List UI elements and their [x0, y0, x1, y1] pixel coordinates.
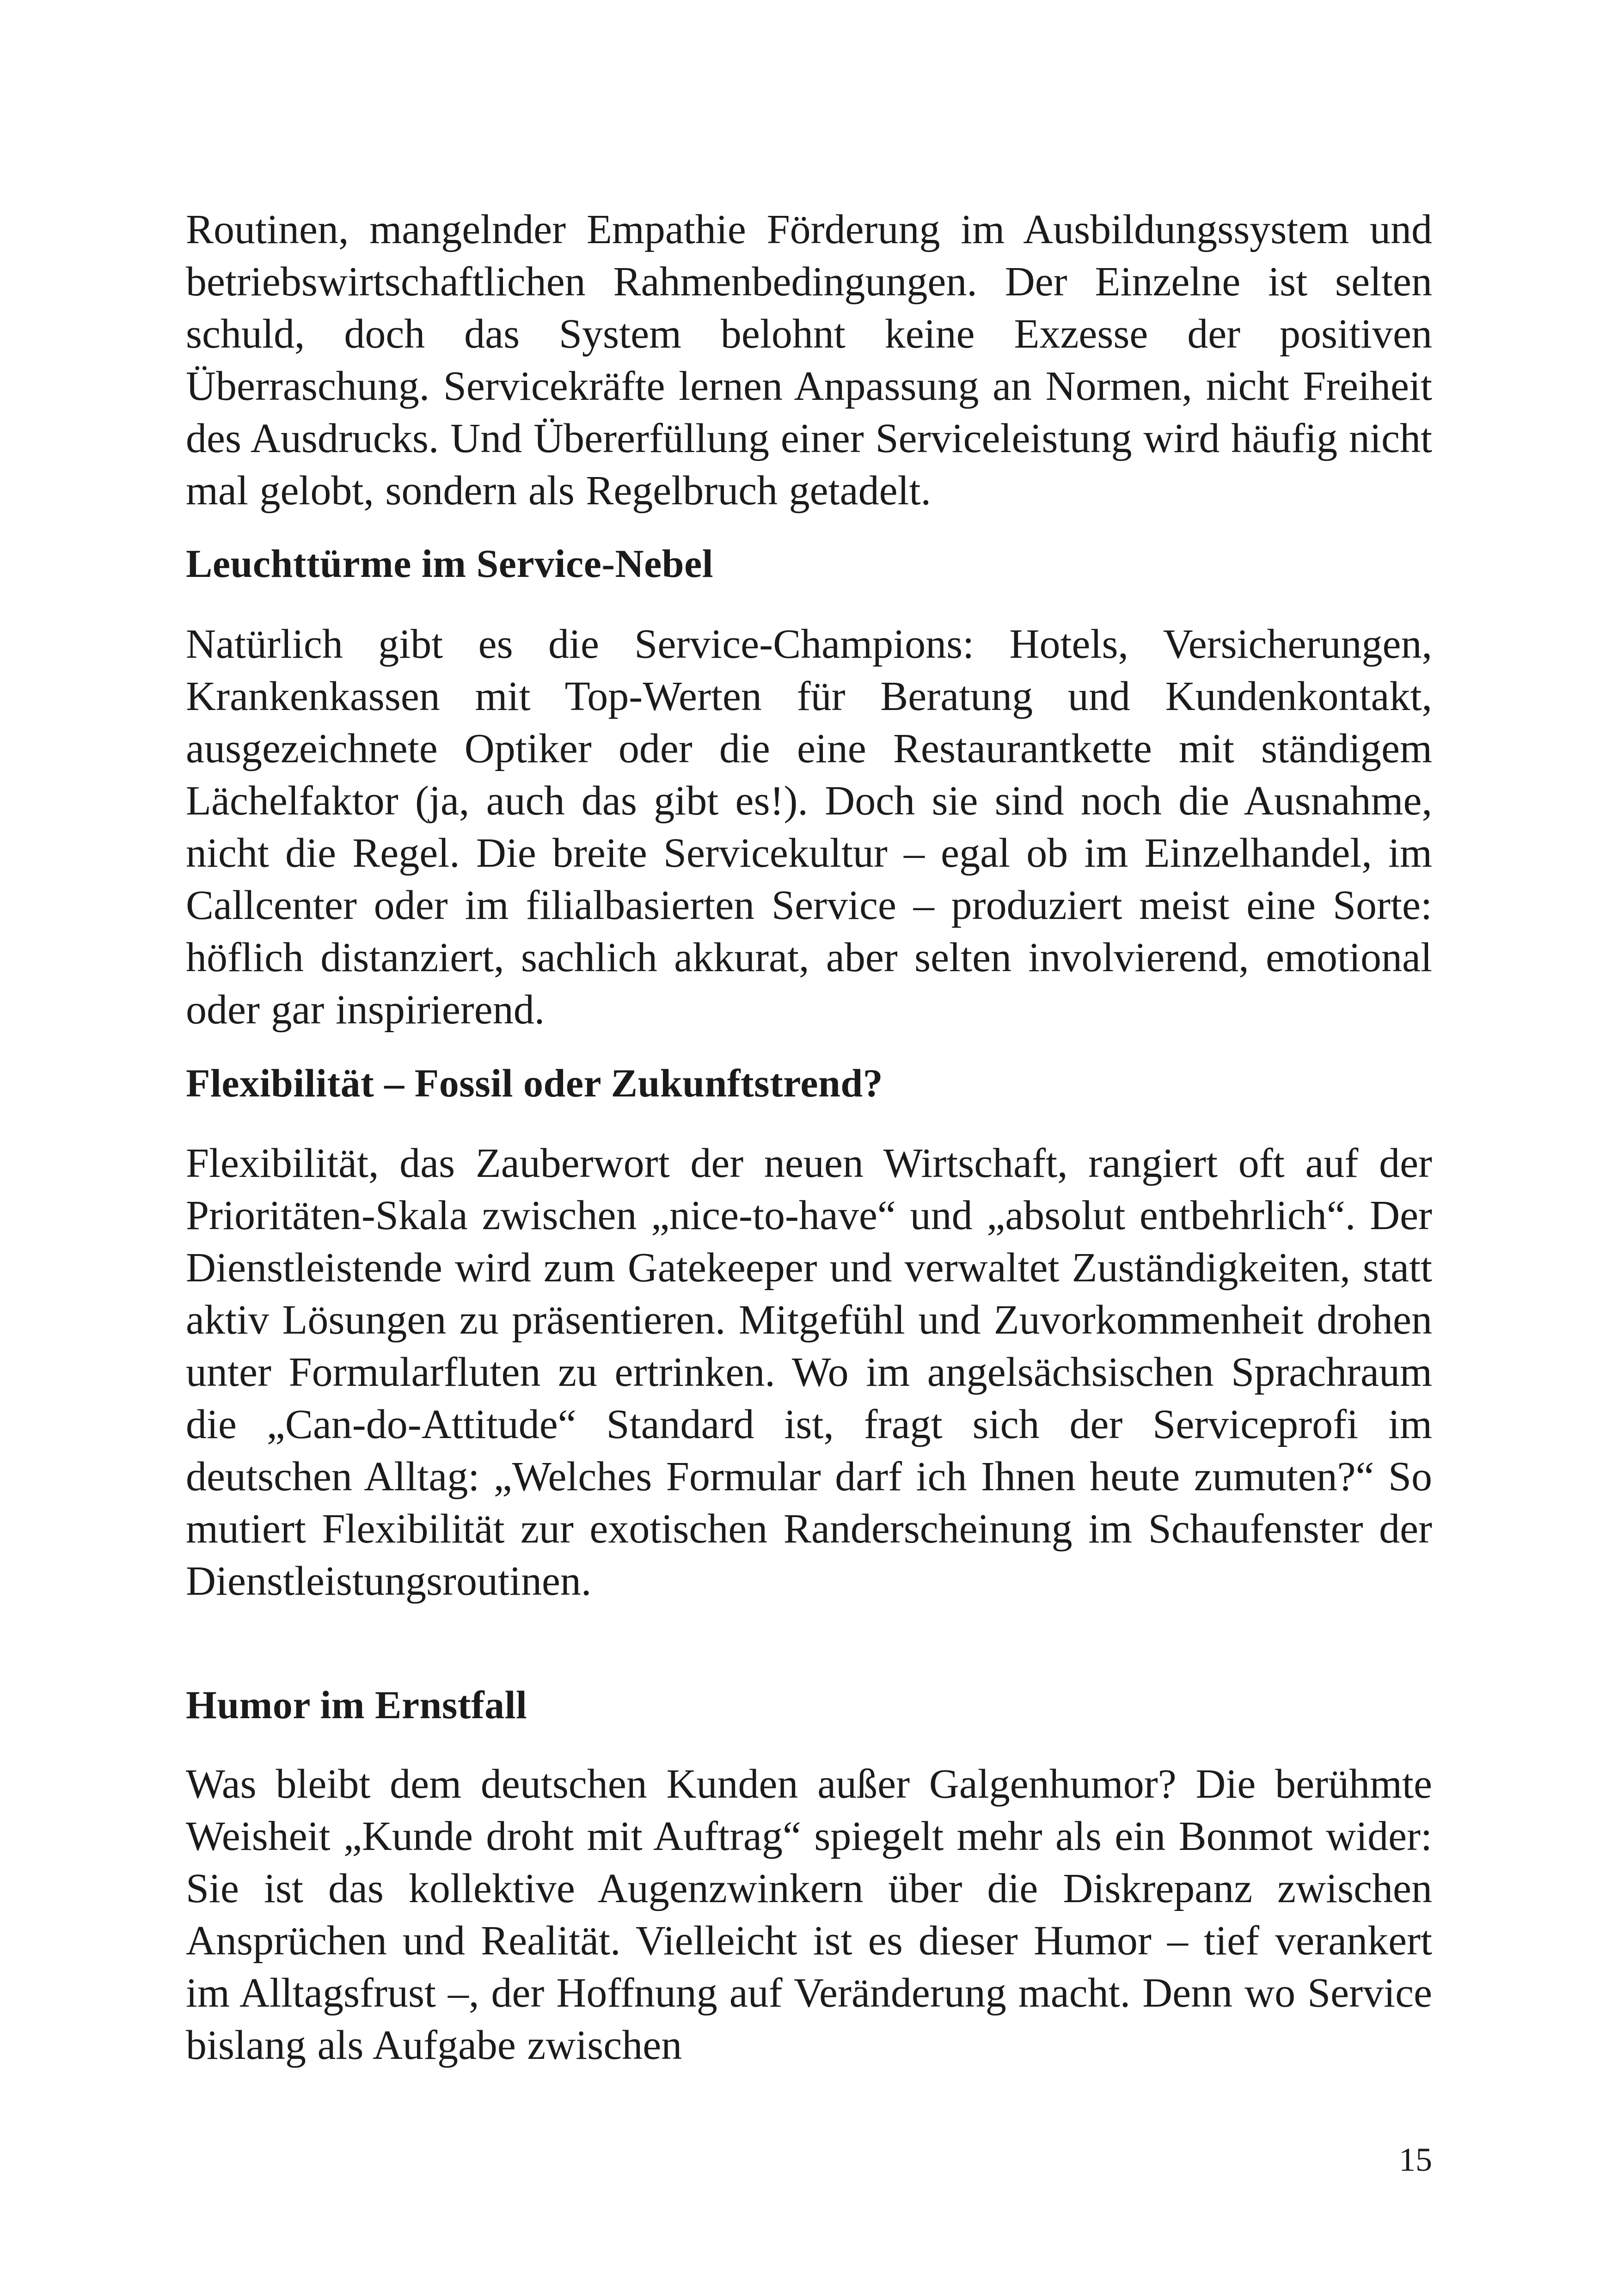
paragraph-routinen: Routinen, mangelnder Empathie Förderung im Ausbildungssystem und betriebswirtschaftlichen Rahmenbedingungen. Der Einzelne ist selten schuld, doch das System belohnt keine Exzesse der positiven Überraschung. Servicekräfte lernen Anpassung an Normen, nicht Freiheit des Ausdrucks. Und Übererfüllung einer Serviceleistung wird häufig nicht mal gelobt, sondern als Regelbruch getadelt.: [186, 207, 1432, 514]
page-number: 15: [1399, 2141, 1432, 2178]
paragraph-service-champions: Natürlich gibt es die Service-Champions: Hotels, Versicherungen, Krankenkassen mit Top-Werten für Beratung und Kundenkontakt, ausgezeichnete Optiker oder die eine Restaurantkette mit ständigem Lächelfaktor (ja, auch das gibt es!). Doch sie sind noch die Ausnahme, nicht die Regel. Die breite Servicekultur – egal ob im Einzelhandel, im Callcenter oder im filialbasierten Service – produziert meist eine Sorte: höflich distanziert, sachlich akkurat, aber selten involvierend, emotional oder gar inspirierend.: [186, 621, 1432, 1033]
paragraph-humor: Was bleibt dem deutschen Kunden außer Galgenhumor? Die berühmte Weisheit „Kunde droht mit Auftrag“ spiegelt mehr als ein Bonmot wider: Sie ist das kollektive Augenzwinkern über die Diskrepanz zwischen Ansprüchen und Realität. Vielleicht ist es dieser Humor – tief verankert im Alltagsfrust –, der Hoffnung auf Veränderung macht. Denn wo Service bislang als Aufgabe zwischen: [186, 1761, 1432, 2068]
paragraph-flexibilitaet: Flexibilität, das Zauberwort der neuen Wirtschaft, rangiert oft auf der Prioritäten-Skala zwischen „nice-to-have“ und „absolut entbehrlich“. Der Dienstleistende wird zum Gatekeeper und verwaltet Zuständigkeiten, statt aktiv Lösungen zu präsentieren. Mitgefühl und Zuvorkommenheit drohen unter Formularfluten zu ertrinken. Wo im angelsächsischen Sprachraum die „Can-do-Attitude“ Standard ist, fragt sich der Serviceprofi im deutschen Alltag: „Welches Formular darf ich Ihnen heute zumuten?“ So mutiert Flexibilität zur exotischen Randerscheinung im Schaufenster der Dienstleistungsroutinen.: [186, 1140, 1432, 1604]
section-heading-flexibilitaet: Flexibilität – Fossil oder Zukunftstrend?: [186, 1061, 883, 1105]
section-heading-humor: Humor im Ernstfall: [186, 1683, 527, 1727]
section-heading-leuchttuerme: Leuchttürme im Service-Nebel: [186, 541, 714, 586]
